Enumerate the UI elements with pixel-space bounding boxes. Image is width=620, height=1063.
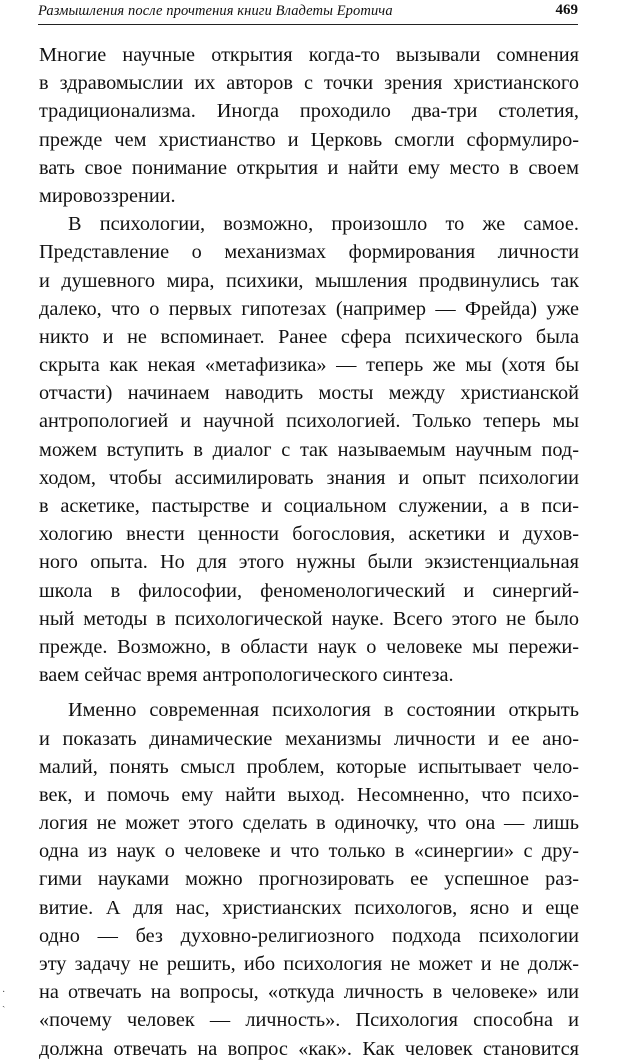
text-line: Именно современная психология в состоянии открыть: [68, 699, 579, 722]
paragraph: [39, 41, 579, 210]
text-line: никто и не вспоминает. Ранее сфера психического была: [39, 325, 579, 348]
text-line: Многие научные открытия когда-то вызывали сомнения: [39, 44, 579, 66]
text-line: эту задачу не решить, ибо психология не может и не долж-: [39, 953, 579, 975]
paragraph: [39, 696, 579, 1062]
text-line: должна отвечать на вопрос «как». Как человек становится: [39, 1037, 579, 1060]
text-line: витие. А для нас, христианских психологов, ясно и еще: [39, 896, 579, 919]
text-line: в аскетике, пастырстве и социальном служении, а в пси-: [39, 495, 579, 517]
text-line: ный методы в психологической науке. Всего этого не было: [39, 607, 579, 630]
scan-margin-speck: · ˏ: [2, 987, 6, 1008]
paragraph: [39, 210, 579, 689]
paragraph-gap: [39, 689, 579, 696]
text-line: логия не может этого сделать в одиночку, что она — лишь: [39, 812, 579, 835]
text-line: антропологией и научной психологией. Только теперь мы: [39, 410, 579, 433]
text-line: можем вступить в диалог с так называемым научным под-: [39, 438, 579, 461]
text-line: скрыта как некая «метафизика» — теперь же мы (хотя бы: [39, 354, 579, 377]
text-line: одно — без духовно-религиозного подхода психологии: [39, 924, 579, 947]
text-line: далеко, что о первых гипотезах (например — Фрейда) уже: [39, 297, 579, 320]
text-line: ваем сейчас время антропологического синтеза.: [39, 664, 454, 687]
text-line: Представление о механизмах формирования личности: [39, 241, 579, 264]
running-header-title: Размышления после прочтения книги Владеты Еротича: [38, 3, 393, 19]
text-line: одна из наук о человеке и что только в «синергии» с дру-: [39, 840, 579, 863]
text-line: век, и помочь ему найти выход. Несомненно, что психо-: [39, 783, 579, 806]
text-line: и показать динамические механизмы личности и ее ано-: [39, 727, 579, 750]
text-line: и душевного мира, психики, мышления продвинулись так: [39, 269, 579, 292]
text-line: малий, понять смысл проблем, которые испытывает чело-: [39, 755, 579, 778]
text-line: школа в философии, феноменологический и синергий-: [39, 579, 579, 602]
text-line: ного опыта. Но для этого нужны были экзистенциальная: [39, 551, 579, 574]
text-line: прежде чем христианство и Церковь смогли сформулиро-: [39, 128, 579, 151]
text-line: на отвечать на вопросы, «откуда личность в человеке» или: [39, 981, 579, 1004]
text-line: хологию внести ценности богословия, аскетики и духов-: [39, 523, 579, 546]
body-text: [39, 41, 579, 1063]
text-line: традиционализма. Иногда проходило два-три столетия,: [39, 100, 579, 123]
text-line: отчасти) начинаем наводить мосты между христианской: [39, 382, 579, 405]
text-line: прежде. Возможно, в области наук о человеке мы пережи-: [39, 635, 579, 658]
text-line: «почему человек — личность». Психология способна и: [39, 1009, 579, 1032]
text-line: мировоззрении.: [39, 184, 176, 207]
text-line: В психологии, возможно, произошло то же самое.: [68, 213, 579, 236]
running-header: [38, 2, 578, 25]
page-number: 469: [555, 2, 578, 18]
text-line: вать свое понимание открытия и найти ему место в своем: [39, 156, 579, 179]
text-line: гими науками можно прогнозировать ее успешное раз-: [39, 868, 579, 891]
text-line: в здравомыслии их авторов с точки зрения христианского: [39, 72, 579, 95]
text-line: ходом, чтобы ассимилировать знания и опыт психологии: [39, 466, 579, 489]
